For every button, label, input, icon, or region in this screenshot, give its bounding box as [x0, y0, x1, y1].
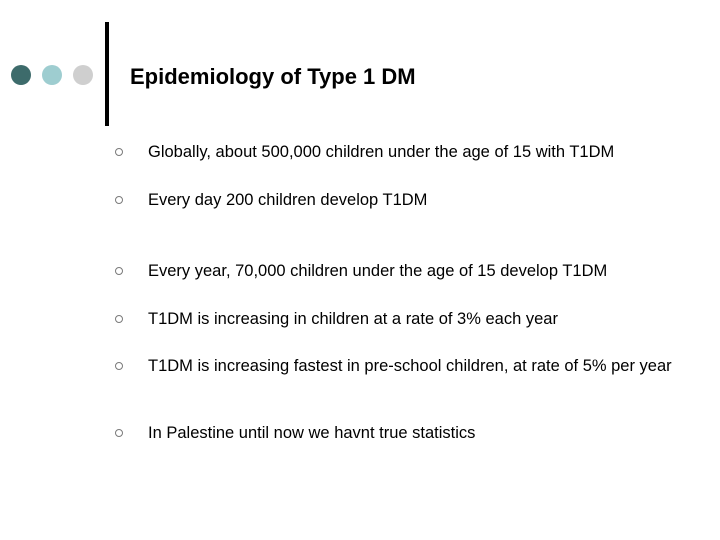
- bullet-text: T1DM is increasing fastest in pre-school children, at rate of 5% per year: [148, 357, 672, 375]
- bullet-circle-icon: [115, 315, 123, 323]
- decor-dot-gray: [73, 65, 93, 85]
- bullet-text: Every day 200 children develop T1DM: [148, 191, 428, 209]
- bullet-circle-icon: [115, 267, 123, 275]
- bullet-circle-icon: [115, 362, 123, 370]
- bullet-text: In Palestine until now we havnt true statistics: [148, 424, 476, 442]
- bullet-text: Every year, 70,000 children under the age of 15 develop T1DM: [148, 262, 608, 280]
- slide-title: Epidemiology of Type 1 DM: [130, 64, 416, 89]
- bullet-circle-icon: [115, 196, 123, 204]
- decor-dot-dark-teal: [11, 65, 31, 85]
- decor-dot-light-teal: [42, 65, 62, 85]
- title-divider-bar: [105, 22, 109, 126]
- bullet-circle-icon: [115, 148, 123, 156]
- bullet-circle-icon: [115, 429, 123, 437]
- bullet-text: T1DM is increasing in children at a rate of 3% each year: [148, 310, 558, 328]
- bullet-text: Globally, about 500,000 children under the age of 15 with T1DM: [148, 143, 615, 161]
